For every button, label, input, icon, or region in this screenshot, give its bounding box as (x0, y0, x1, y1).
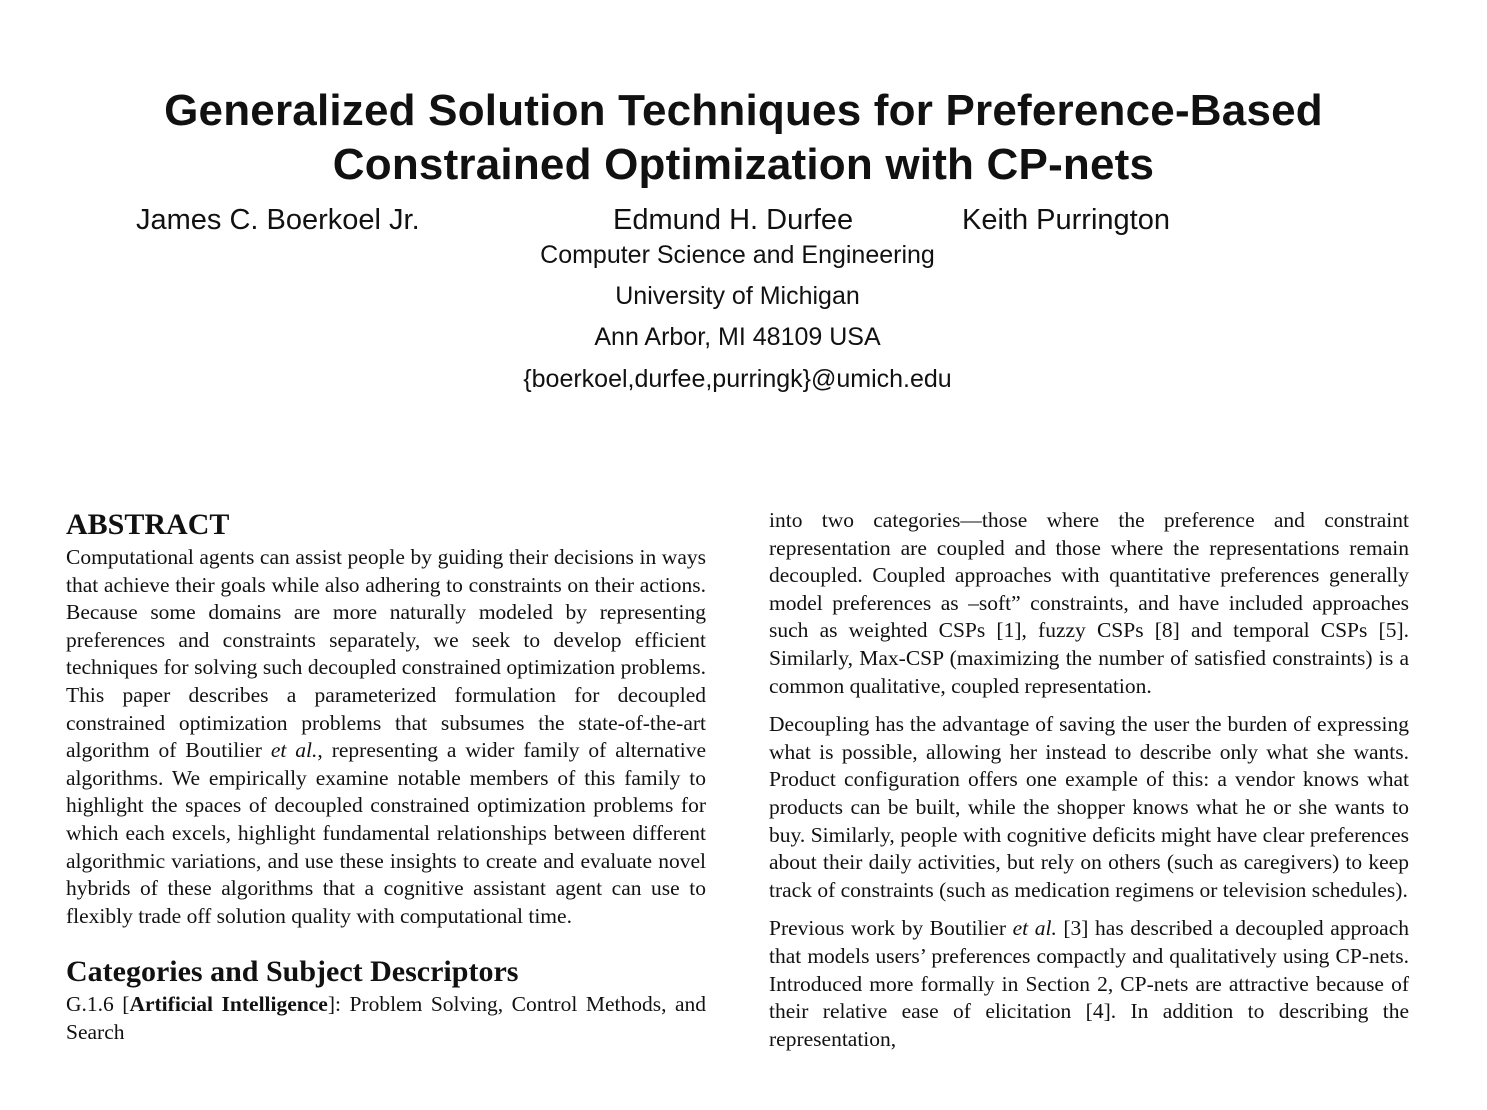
title-line-1: Generalized Solution Techniques for Preference-Based (164, 86, 1323, 135)
body-paragraph-3-italic: et al. (1012, 916, 1057, 941)
affiliation-university: University of Michigan (615, 282, 860, 310)
body-paragraph-2: Decoupling has the advantage of saving the user the burden of expressing what is possible, allowing her instead to describe only what she wants. Product configuration offers one example of this: a vendor knows what products can be built, while the shopper knows what he or she wants to buy. Similarly, people with cognitive deficits might have clear preferences about their daily activities, but rely on others (such as caregivers) to keep track of constraints (such as medication regimens or television schedules). (769, 712, 1409, 902)
author-boerkoel: James C. Boerkoel Jr. (136, 204, 420, 236)
categories-bold-term: Artificial Intelligence (129, 992, 328, 1017)
abstract-text (66, 544, 706, 930)
abstract-text-italic: et al. (270, 738, 318, 763)
left-column (66, 506, 706, 1047)
body-paragraph-3-part-1: Previous work by Boutilier (769, 916, 1013, 941)
body-paragraph-1: into two categories—those where the preference and constraint representation are coupled and those where the representations remain decoupled. Coupled approaches with quantitative preferences generally model preferences as –soft” constraints, and have included approaches such as weighted CSPs [1], fuzzy CSPs [8] and temporal CSPs [5]. Similarly, Max-CSP (maximizing the number of satisfied constraints) is a common qualitative, coupled representation. (769, 508, 1409, 698)
affiliation-location: Ann Arbor, MI 48109 USA (594, 323, 881, 351)
categories-text (66, 991, 706, 1046)
categories-code: G.1.6 [ (66, 992, 130, 1017)
abstract-text-part-1: Computational agents can assist people by guiding their decisions in ways that achieve their goals while also adhering to constraints on their actions. Because some domains are more naturally modeled by representing preferences and constraints separately, we seek to develop efficient techniques for solving such decoupled constrained optimization problems. This paper describes a parameterized formulation for decoupled constrained optimization problems that subsumes the state-of-the-art algorithm of Boutilier (66, 545, 706, 763)
right-column (769, 506, 1409, 1053)
affiliation-email: {boerkoel,durfee,purringk}@umich.edu (523, 365, 952, 393)
categories-heading: Categories and Subject Descriptors (66, 955, 519, 989)
paper-title (0, 84, 1487, 192)
abstract-heading: ABSTRACT (66, 508, 230, 541)
categories-rest: ]: Problem Solving, Control Methods, and Search (66, 992, 707, 1044)
body-paragraph-3-part-2: [3] has described a decoupled approach that models users’ preferences compactly and qualitatively using CP-nets. Introduced more formally in Section 2, CP-nets are attractive because of their relative ease of elicitation [4]. In addition to describing the representation, (769, 916, 1410, 1051)
author-purrington: Keith Purrington (962, 204, 1170, 236)
abstract-text-part-2: , representing a wider family of alternative algorithms. We empirically examine notable members of this family to highlight the spaces of decoupled constrained optimization problems for which each excels, highlight fundamental relationships between different algorithmic variations, and use these insights to create and evaluate novel hybrids of these algorithms that a cognitive assistant agent can use to flexibly trade off solution quality with computational time. (66, 738, 706, 928)
affiliation-department: Computer Science and Engineering (540, 241, 935, 269)
body-paragraph-3 (769, 915, 1409, 1053)
title-line-2: Constrained Optimization with CP-nets (332, 140, 1155, 189)
author-durfee: Edmund H. Durfee (613, 204, 854, 236)
